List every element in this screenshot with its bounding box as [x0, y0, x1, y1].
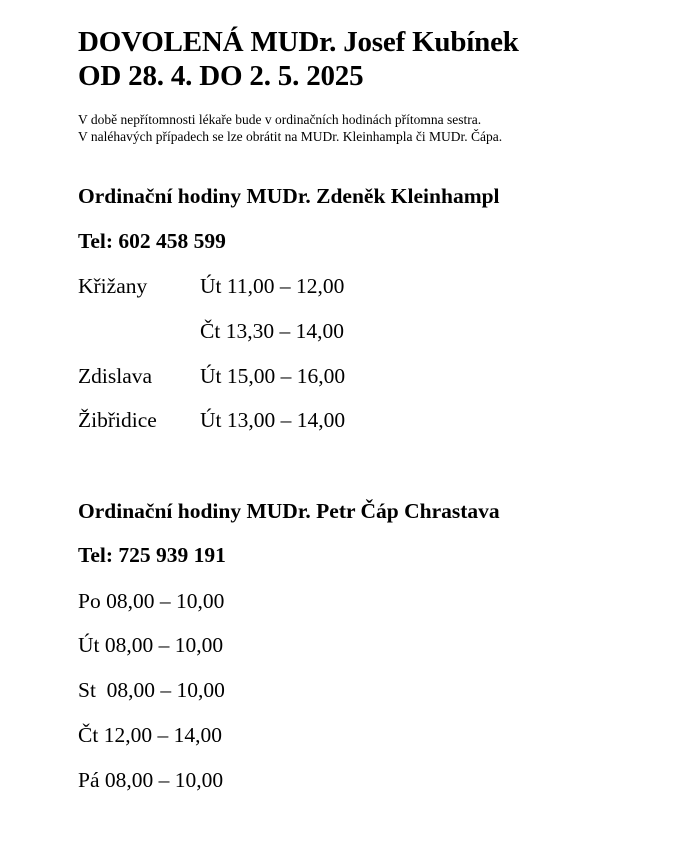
section1-phone: Tel: 602 458 599 [78, 229, 226, 253]
section1-hours-row-2: Čt 13,30 – 14,00 [200, 319, 344, 343]
title-line-2: OD 28. 4. DO 2. 5. 2025 [78, 60, 364, 92]
note-line-2: V naléhavých případech se lze obrátit na MUDr. Kleinhampla či MUDr. Čápa. [78, 129, 503, 144]
note-line-1: V době nepřítomnosti lékaře bude v ordinačních hodinách přítomna sestra. [78, 112, 482, 127]
section1-hours-row-1: Út 11,00 – 12,00 [200, 274, 345, 298]
section2-phone: Tel: 725 939 191 [78, 543, 226, 567]
section1-hours-row-3: Út 15,00 – 16,00 [200, 364, 346, 388]
section2-hours-monday: Po 08,00 – 10,00 [78, 589, 225, 613]
section2-hours-thursday: Čt 12,00 – 14,00 [78, 723, 222, 747]
section1-heading: Ordinační hodiny MUDr. Zdeněk Kleinhampl [78, 184, 500, 208]
section2-hours-tuesday: Út 08,00 – 10,00 [78, 633, 224, 657]
title-line-1: DOVOLENÁ MUDr. Josef Kubínek [78, 26, 519, 58]
section1-place-zibridice: Žibřidice [78, 408, 157, 432]
section1-place-krizany: Křižany [78, 274, 148, 298]
section2-hours-wednesday: St 08,00 – 10,00 [78, 678, 225, 702]
section1-hours-row-4: Út 13,00 – 14,00 [200, 408, 346, 432]
section2-heading: Ordinační hodiny MUDr. Petr Čáp Chrastava [78, 499, 500, 523]
section2-hours-friday: Pá 08,00 – 10,00 [78, 768, 224, 792]
section1-place-zdislava: Zdislava [78, 364, 153, 388]
